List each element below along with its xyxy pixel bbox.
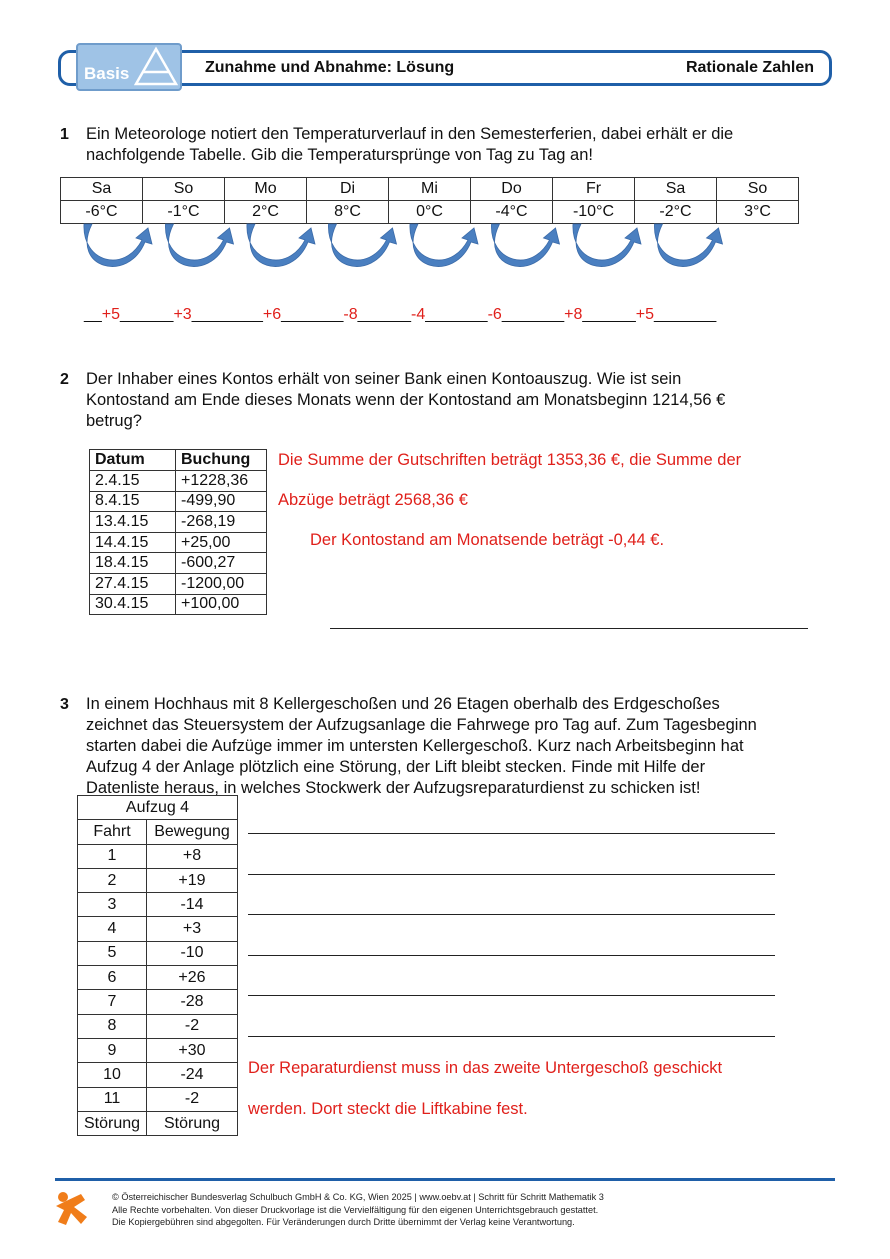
question-1-line: Ein Meteorologe notiert den Temperaturverlauf in den Semesterferien, dabei erhält er die — [86, 125, 734, 143]
jump-arrow-icon — [573, 224, 641, 266]
jump-arrow-icon — [410, 224, 478, 266]
table-row — [90, 471, 267, 492]
booking-cell: -499,90 — [176, 491, 267, 512]
table-row — [90, 594, 267, 615]
header-movement: Bewegung — [147, 820, 238, 844]
blank: ______ — [582, 306, 636, 323]
jump-arrow-icon — [247, 224, 315, 266]
trip-cell: Störung — [78, 1111, 147, 1135]
table-row — [78, 941, 238, 965]
table-row — [78, 844, 238, 868]
jump-answer: -8 — [343, 306, 358, 323]
table-row — [90, 532, 267, 553]
trip-cell: 4 — [78, 917, 147, 941]
booking-cell: +100,00 — [176, 594, 267, 615]
jump-answer: +5 — [101, 306, 121, 323]
trip-cell: 3 — [78, 893, 147, 917]
day-cell: Mi — [389, 178, 471, 201]
movement-cell: +3 — [147, 917, 238, 941]
header-trip: Fahrt — [78, 820, 147, 844]
question-3-line: zeichnet das Steuersystem der Aufzugsanlage die Fahrwege pro Tag auf. Zum Tagesbeginn — [86, 716, 757, 734]
trip-cell: 6 — [78, 966, 147, 990]
date-cell: 2.4.15 — [90, 471, 176, 492]
trip-cell: 1 — [78, 844, 147, 868]
question-3-line: starten dabei die Aufzüge immer im untersten Kellergeschoß. Kurz nach Arbeitsbeginn hat — [86, 737, 744, 755]
answer-line — [248, 874, 775, 875]
temperature-cell: 8°C — [307, 201, 389, 224]
movement-cell: Störung — [147, 1111, 238, 1135]
movement-cell: +19 — [147, 868, 238, 892]
day-cell: Di — [307, 178, 389, 201]
jump-arrow-icon — [491, 224, 559, 266]
table-row — [78, 1087, 238, 1111]
table-row — [78, 990, 238, 1014]
question-2-line: Der Inhaber eines Kontos erhält von seiner Bank einen Kontoauszug. Wie ist sein — [86, 370, 682, 388]
footer-line: © Österreichischer Bundesverlag Schulbuch GmbH & Co. KG, Wien 2025 | www.oebv.at | Schritt für Schritt Mathematik 3 — [112, 1192, 604, 1202]
table-row — [78, 966, 238, 990]
table-row — [78, 917, 238, 941]
movement-cell: -28 — [147, 990, 238, 1014]
account-table — [89, 449, 267, 615]
solution-3-line2: werden. Dort steckt die Liftkabine fest. — [248, 1100, 528, 1118]
temperature-table — [60, 177, 799, 224]
solution-3-line1: Der Reparaturdienst muss in das zweite Untergeschoß geschickt — [248, 1059, 723, 1077]
question-2-number: 2 — [60, 371, 69, 388]
question-2-line: Kontostand am Ende dieses Monats wenn der Kontostand am Monatsbeginn 1214,56 € — [86, 391, 726, 409]
jump-arrows — [60, 222, 800, 274]
day-cell: Do — [471, 178, 553, 201]
basis-logo-icon — [134, 46, 178, 88]
page-title: Zunahme und Abnahme: Lösung — [205, 59, 455, 76]
booking-cell: -268,19 — [176, 512, 267, 533]
table-row — [78, 1038, 238, 1062]
temperature-cell: 0°C — [389, 201, 471, 224]
question-2-line: betrug? — [86, 412, 142, 430]
question-1-line: nachfolgende Tabelle. Gib die Temperatursprünge von Tag zu Tag an! — [86, 146, 593, 164]
trip-cell: 10 — [78, 1063, 147, 1087]
topic-title: Rationale Zahlen — [685, 59, 814, 76]
publisher-logo-icon — [54, 1190, 92, 1228]
movement-cell: -14 — [147, 893, 238, 917]
elevator-table — [77, 795, 238, 1136]
booking-cell: +25,00 — [176, 532, 267, 553]
date-cell: 13.4.15 — [90, 512, 176, 533]
jump-answer: +8 — [564, 306, 583, 323]
temperature-cell: 3°C — [717, 201, 799, 224]
movement-cell: +8 — [147, 844, 238, 868]
movement-cell: -24 — [147, 1063, 238, 1087]
footer-line: Die Kopiergebühren sind abgegolten. Für Veränderungen durch Dritte übernimmt der Verlag keine Verantwortung. — [112, 1217, 575, 1227]
footer-text — [112, 1191, 604, 1229]
table-row — [90, 573, 267, 594]
question-3-number: 3 — [60, 696, 69, 713]
booking-cell: -1200,00 — [176, 573, 267, 594]
date-cell: 30.4.15 — [90, 594, 176, 615]
trip-cell: 11 — [78, 1087, 147, 1111]
header-date: Datum — [90, 450, 176, 471]
footer-divider — [55, 1178, 835, 1181]
day-cell: Mo — [225, 178, 307, 201]
trip-cell: 2 — [78, 868, 147, 892]
table-row — [78, 893, 238, 917]
movement-cell: +30 — [147, 1038, 238, 1062]
blank: ______ — [357, 306, 412, 323]
table-row — [78, 1014, 238, 1038]
blank: __ — [84, 306, 102, 323]
temperature-cell: -6°C — [61, 201, 143, 224]
temperature-cell: -10°C — [553, 201, 635, 224]
question-1-number: 1 — [60, 126, 69, 143]
question-3-line: In einem Hochhaus mit 8 Kellergeschoßen und 26 Etagen oberhalb des Erdgeschoßes — [86, 695, 720, 713]
jump-arrow-icon — [654, 224, 722, 266]
trip-cell: 8 — [78, 1014, 147, 1038]
movement-cell: +26 — [147, 966, 238, 990]
table-row — [90, 553, 267, 574]
temperature-cell: 2°C — [225, 201, 307, 224]
temperature-cell: -2°C — [635, 201, 717, 224]
jump-answer: +5 — [635, 306, 654, 323]
question-2-text — [86, 369, 725, 432]
blank: ________ — [191, 306, 263, 323]
header-booking: Buchung — [176, 450, 267, 471]
question-3-text — [86, 694, 757, 799]
date-cell: 8.4.15 — [90, 491, 176, 512]
jump-arrow-icon — [84, 224, 152, 266]
question-3-line: Datenliste heraus, in welches Stockwerk der Aufzugsreparaturdienst zu schicken ist! — [86, 779, 701, 797]
trip-cell: 7 — [78, 990, 147, 1014]
blank: _______ — [425, 306, 488, 323]
solution-2-line3: Der Kontostand am Monatsende beträgt -0,44 €. — [310, 531, 665, 549]
day-cell: Sa — [61, 178, 143, 201]
blank: ______ — [120, 306, 174, 323]
day-cell: So — [143, 178, 225, 201]
movement-cell: -10 — [147, 941, 238, 965]
answer-line — [330, 628, 808, 629]
jump-answer: -4 — [411, 306, 426, 323]
date-cell: 27.4.15 — [90, 573, 176, 594]
blank: _______ — [281, 306, 344, 323]
answer-line — [248, 995, 775, 996]
answer-line — [248, 833, 775, 834]
date-cell: 18.4.15 — [90, 553, 176, 574]
table-row — [90, 491, 267, 512]
elevator-table-title: Aufzug 4 — [78, 796, 238, 820]
day-cell: So — [717, 178, 799, 201]
jump-arrow-icon — [165, 224, 233, 266]
solution-2-line2: Abzüge beträgt 2568,36 € — [278, 491, 468, 509]
blank: _______ — [654, 306, 717, 323]
answer-line — [248, 1036, 775, 1037]
trip-cell: 9 — [78, 1038, 147, 1062]
movement-cell: -2 — [147, 1087, 238, 1111]
answer-line — [248, 955, 775, 956]
date-cell: 14.4.15 — [90, 532, 176, 553]
table-row — [78, 868, 238, 892]
day-cell: Fr — [553, 178, 635, 201]
question-1-text — [86, 124, 733, 166]
table-row — [78, 1063, 238, 1087]
trip-cell: 5 — [78, 941, 147, 965]
jump-answer: +6 — [262, 306, 282, 323]
solution-2-line1: Die Summe der Gutschriften beträgt 1353,36 €, die Summe der — [278, 451, 742, 469]
day-cell: Sa — [635, 178, 717, 201]
movement-cell: -2 — [147, 1014, 238, 1038]
table-row — [78, 1111, 238, 1135]
booking-cell: +1228,36 — [176, 471, 267, 492]
answer-line — [248, 914, 775, 915]
temperature-cell: -1°C — [143, 201, 225, 224]
jump-arrow-icon — [328, 224, 396, 266]
jump-answer: +3 — [173, 306, 192, 323]
question-3-line: Aufzug 4 der Anlage plötzlich eine Störung, der Lift bleibt stecken. Finde mit Hilfe der — [86, 758, 706, 776]
answer-row — [84, 306, 716, 324]
basis-label: Basis — [84, 64, 130, 83]
table-row — [90, 512, 267, 533]
blank: _______ — [501, 306, 565, 323]
booking-cell: -600,27 — [176, 553, 267, 574]
footer-line: Alle Rechte vorbehalten. Von dieser Druckvorlage ist die Vervielfältigung für den eigenen Unterrichtsgebrauch gestattet. — [112, 1204, 599, 1215]
temperature-cell: -4°C — [471, 201, 553, 224]
jump-answer: -6 — [487, 306, 502, 323]
